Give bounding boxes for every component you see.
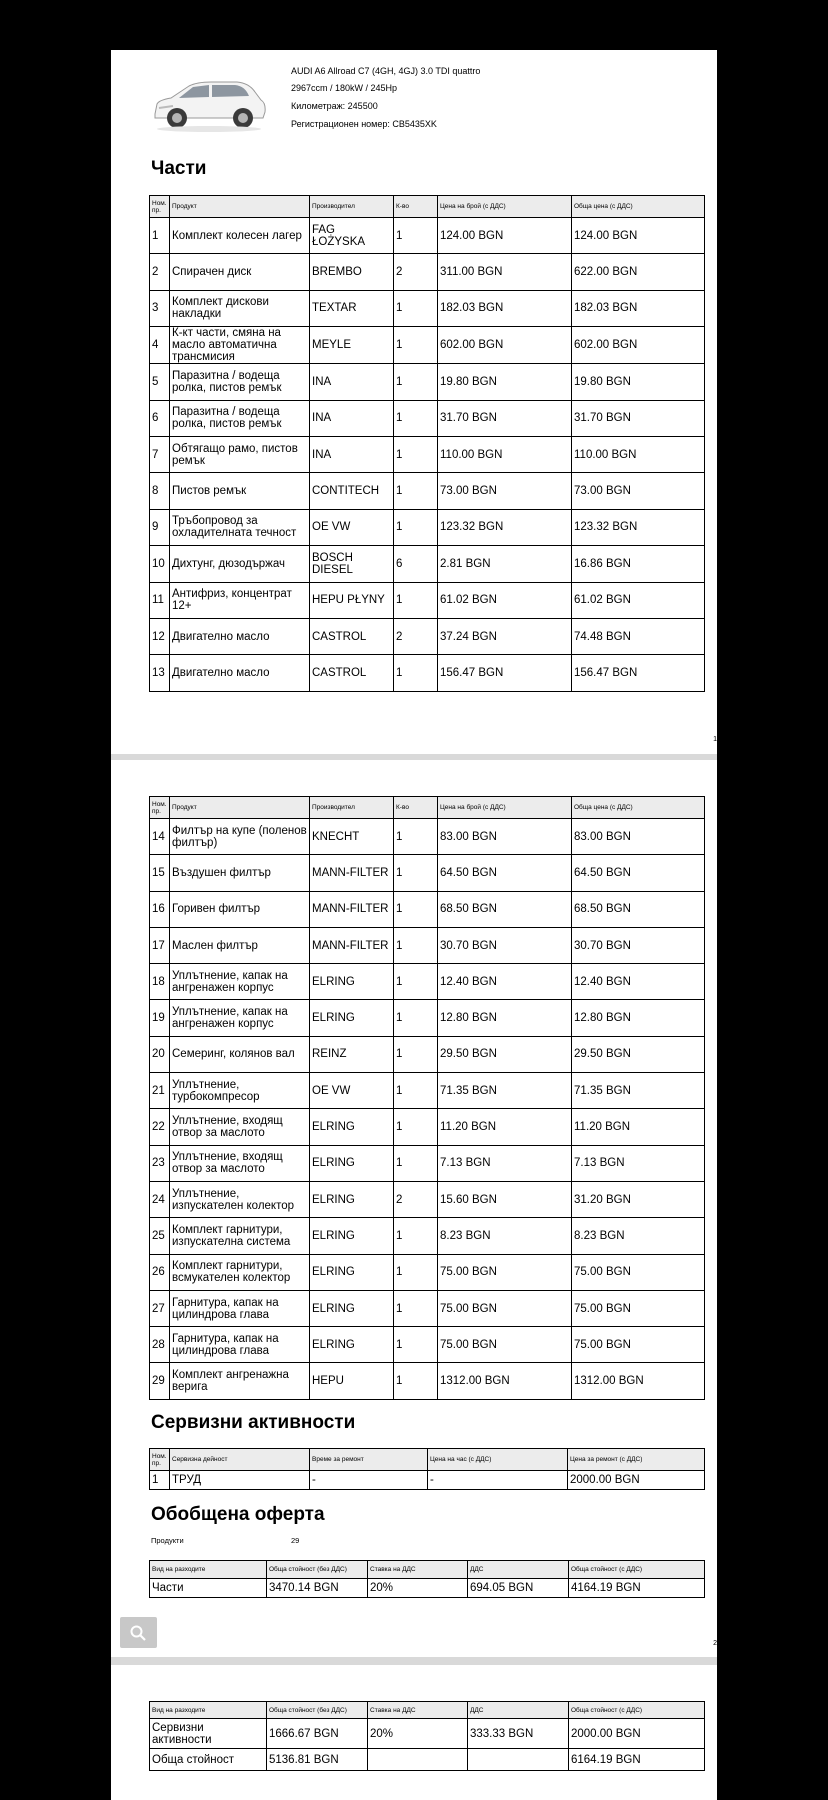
cell-qty: 1	[394, 400, 438, 436]
cell-n: 19	[150, 1000, 170, 1036]
table-row	[150, 891, 705, 927]
services-heading: Сервизни активности	[151, 1412, 356, 1433]
cell-product: Тръбопровод за охладителната течност	[170, 509, 310, 545]
cell-n: 14	[150, 819, 170, 855]
cell-product: Паразитна / водеща ролка, пистов ремък	[170, 364, 310, 400]
vehicle-mileage: Километраж: 245500	[291, 101, 378, 111]
cell-unit: 2.81 BGN	[438, 546, 572, 582]
cell-n: 21	[150, 1073, 170, 1109]
cell-product: Уплътнение, капак на ангренажен корпус	[170, 964, 310, 1000]
cell-total: 61.02 BGN	[572, 582, 705, 618]
cell-unit: 123.32 BGN	[438, 509, 572, 545]
col-header-total-price: Обща цена (с ДДС)	[572, 797, 705, 819]
cell-product: Антифриз, концентрат 12+	[170, 582, 310, 618]
cell-maker: CASTROL	[310, 655, 394, 691]
cell-unit: 12.80 BGN	[438, 1000, 572, 1036]
cell-total: 75.00 BGN	[572, 1327, 705, 1363]
col-header-number: Ном. пр.	[150, 1449, 170, 1471]
cell-n: 18	[150, 964, 170, 1000]
table-row	[150, 964, 705, 1000]
cell-unit: 75.00 BGN	[438, 1327, 572, 1363]
col-header-unit-price: Цена на брой (с ДДС)	[438, 196, 572, 218]
cell-qty: 1	[394, 655, 438, 691]
cell-maker: REINZ	[310, 1036, 394, 1072]
cell-qty: 2	[394, 618, 438, 654]
cell-rate	[368, 1749, 468, 1771]
cell-n: 15	[150, 855, 170, 891]
cell-unit: 11.20 BGN	[438, 1109, 572, 1145]
cell-qty: 1	[394, 891, 438, 927]
services-table	[149, 1448, 705, 1490]
cell-unit: 1312.00 BGN	[438, 1363, 572, 1399]
summary-table-continued	[149, 1701, 705, 1771]
cell-maker: HEPU PŁYNY	[310, 582, 394, 618]
document-page-2	[111, 760, 717, 1657]
cell-n: 8	[150, 473, 170, 509]
cell-total: 74.48 BGN	[572, 618, 705, 654]
table-row	[150, 1218, 705, 1254]
cell-qty: 1	[394, 1073, 438, 1109]
cell-gross: 4164.19 BGN	[569, 1579, 705, 1598]
cell-maker: ELRING	[310, 1218, 394, 1254]
cell-maker: MANN-FILTER	[310, 927, 394, 963]
cell-maker: BREMBO	[310, 254, 394, 290]
vehicle-engine: 2967ccm / 180kW / 245Hp	[291, 83, 398, 93]
cell-unit: 75.00 BGN	[438, 1290, 572, 1326]
cell-product: Уплътнение, изпускателен колектор	[170, 1181, 310, 1217]
cell-qty: 1	[394, 509, 438, 545]
cell-gross: 2000.00 BGN	[569, 1719, 705, 1749]
table-header-row	[150, 1561, 705, 1579]
cell-unit: 156.47 BGN	[438, 655, 572, 691]
cell-total: 75.00 BGN	[572, 1254, 705, 1290]
table-row	[150, 1719, 705, 1749]
document-page-1	[111, 50, 717, 754]
cell-qty: 1	[394, 1363, 438, 1399]
page-separator	[111, 1657, 717, 1665]
cell-total: 602.00 BGN	[572, 327, 705, 364]
cell-unit: 602.00 BGN	[438, 327, 572, 364]
cell-qty: 1	[394, 1000, 438, 1036]
cell-n: 29	[150, 1363, 170, 1399]
cell-product: Обтягащо рамо, пистов ремък	[170, 436, 310, 472]
cell-total: 123.32 BGN	[572, 509, 705, 545]
cell-unit: 29.50 BGN	[438, 1036, 572, 1072]
table-header-row	[150, 1702, 705, 1719]
cell-qty: 1	[394, 927, 438, 963]
table-row	[150, 1327, 705, 1363]
cell-n: 11	[150, 582, 170, 618]
col-header-manufacturer: Производител	[310, 797, 394, 819]
cell-n: 10	[150, 546, 170, 582]
cell-qty: 2	[394, 1181, 438, 1217]
cell-total: 11.20 BGN	[572, 1109, 705, 1145]
cell-maker: OE VW	[310, 509, 394, 545]
col-header-repair-time: Време за ремонт	[310, 1449, 428, 1471]
page-number: 2	[713, 1640, 717, 1647]
parts-heading: Части	[151, 158, 207, 179]
cell-maker: ELRING	[310, 1145, 394, 1181]
cell-n: 22	[150, 1109, 170, 1145]
cell-total: 73.00 BGN	[572, 473, 705, 509]
table-row	[150, 927, 705, 963]
table-row	[150, 618, 705, 654]
cell-unit: 311.00 BGN	[438, 254, 572, 290]
cell-total: 16.86 BGN	[572, 546, 705, 582]
cell-maker: TEXTAR	[310, 290, 394, 326]
cell-vat: 333.33 BGN	[468, 1719, 569, 1749]
cell-qty: 1	[394, 1218, 438, 1254]
col-header-quantity: К-во	[394, 797, 438, 819]
col-header-vat-rate: Ставка на ДДС	[368, 1702, 468, 1719]
table-row	[150, 546, 705, 582]
table-row	[150, 473, 705, 509]
table-row	[150, 1471, 705, 1490]
table-row	[150, 1109, 705, 1145]
cell-maker: MANN-FILTER	[310, 891, 394, 927]
cell-product: Пистов ремък	[170, 473, 310, 509]
col-header-hourly-rate: Цена на час (с ДДС)	[428, 1449, 568, 1471]
table-row	[150, 290, 705, 326]
cell-total: 68.50 BGN	[572, 891, 705, 927]
cell-n: 20	[150, 1036, 170, 1072]
cell-total: 8.23 BGN	[572, 1218, 705, 1254]
col-header-service: Сервизна дейност	[170, 1449, 310, 1471]
cell-n: 3	[150, 290, 170, 326]
cell-maker: MANN-FILTER	[310, 855, 394, 891]
cell-qty: 1	[394, 364, 438, 400]
cell-unit: 12.40 BGN	[438, 964, 572, 1000]
cell-unit: 31.70 BGN	[438, 400, 572, 436]
col-header-vat-rate: Ставка на ДДС	[368, 1561, 468, 1579]
cell-qty: 1	[394, 964, 438, 1000]
table-row	[150, 655, 705, 691]
cell-maker: ELRING	[310, 1000, 394, 1036]
cell-total: 182.03 BGN	[572, 290, 705, 326]
cell-n: 26	[150, 1254, 170, 1290]
table-row	[150, 1073, 705, 1109]
cell-product: Комплект ангренажна верига	[170, 1363, 310, 1399]
cell-type: Сервизни активности	[150, 1719, 267, 1749]
table-row	[150, 1145, 705, 1181]
cell-product: Уплътнение, входящ отвор за маслото	[170, 1145, 310, 1181]
col-header-cost-type: Вид на разходите	[150, 1561, 267, 1579]
cell-maker: MEYLE	[310, 327, 394, 364]
cell-n: 24	[150, 1181, 170, 1217]
cell-product: Филтър на купе (поленов филтър)	[170, 819, 310, 855]
cell-product: К-кт части, смяна на масло автоматична трансмисия	[170, 327, 310, 364]
cell-price: 2000.00 BGN	[568, 1471, 705, 1490]
table-row	[150, 1579, 705, 1598]
cell-total: 83.00 BGN	[572, 819, 705, 855]
cell-qty: 1	[394, 436, 438, 472]
col-header-net: Обща стойност (без ДДС)	[267, 1702, 368, 1719]
cell-total: 29.50 BGN	[572, 1036, 705, 1072]
cell-maker: HEPU	[310, 1363, 394, 1399]
col-header-vat: ДДС	[468, 1561, 569, 1579]
cell-product: Уплътнение, входящ отвор за маслото	[170, 1109, 310, 1145]
col-header-repair-price: Цена за ремонт (с ДДС)	[568, 1449, 705, 1471]
cell-n: 1	[150, 218, 170, 254]
cell-qty: 1	[394, 327, 438, 364]
cell-n: 2	[150, 254, 170, 290]
summary-heading: Обобщена оферта	[151, 1504, 325, 1525]
cell-n: 25	[150, 1218, 170, 1254]
summary-products-label: Продукти	[151, 1536, 184, 1545]
col-header-product: Продукт	[170, 196, 310, 218]
cell-maker: OE VW	[310, 1073, 394, 1109]
cell-n: 4	[150, 327, 170, 364]
cell-maker: ELRING	[310, 1109, 394, 1145]
cell-product: Спирачен диск	[170, 254, 310, 290]
vehicle-registration: Регистрационен номер: CB5435XK	[291, 119, 437, 129]
cell-name: ТРУД	[170, 1471, 310, 1490]
cell-n: 27	[150, 1290, 170, 1326]
cell-product: Двигателно масло	[170, 618, 310, 654]
cell-n: 7	[150, 436, 170, 472]
cell-unit: 71.35 BGN	[438, 1073, 572, 1109]
cell-maker: ELRING	[310, 1327, 394, 1363]
table-row	[150, 1036, 705, 1072]
cell-unit: 61.02 BGN	[438, 582, 572, 618]
cell-product: Маслен филтър	[170, 927, 310, 963]
cell-product: Въздушен филтър	[170, 855, 310, 891]
cell-n: 6	[150, 400, 170, 436]
cell-product: Комплект гарнитури, изпускателна система	[170, 1218, 310, 1254]
cell-total: 156.47 BGN	[572, 655, 705, 691]
cell-n: 16	[150, 891, 170, 927]
cell-total: 622.00 BGN	[572, 254, 705, 290]
cell-unit: 19.80 BGN	[438, 364, 572, 400]
cell-total: 19.80 BGN	[572, 364, 705, 400]
cell-unit: 83.00 BGN	[438, 819, 572, 855]
table-header-row	[150, 196, 705, 218]
table-row	[150, 582, 705, 618]
cell-net: 3470.14 BGN	[267, 1579, 368, 1598]
cell-net: 1666.67 BGN	[267, 1719, 368, 1749]
cell-product: Уплътнение, турбокомпресор	[170, 1073, 310, 1109]
table-header-row	[150, 797, 705, 819]
cell-qty: 2	[394, 254, 438, 290]
table-header-row	[150, 1449, 705, 1471]
cell-maker: KNECHT	[310, 819, 394, 855]
cell-type: Обща стойност	[150, 1749, 267, 1771]
cell-qty: 1	[394, 473, 438, 509]
parts-table-continued	[149, 796, 705, 1400]
cell-qty: 1	[394, 218, 438, 254]
summary-products-count: 29	[291, 1536, 300, 1545]
table-row	[150, 1181, 705, 1217]
cell-gross: 6164.19 BGN	[569, 1749, 705, 1771]
cell-unit: 7.13 BGN	[438, 1145, 572, 1181]
table-row	[150, 1749, 705, 1771]
table-row	[150, 855, 705, 891]
col-header-vat: ДДС	[468, 1702, 569, 1719]
table-row	[150, 1254, 705, 1290]
cell-maker: BOSCH DIESEL	[310, 546, 394, 582]
cell-qty: 1	[394, 1327, 438, 1363]
cell-product: Комплект дискови накладки	[170, 290, 310, 326]
document-page-3	[111, 1665, 717, 1800]
cell-n: 9	[150, 509, 170, 545]
cell-qty: 1	[394, 1109, 438, 1145]
cell-unit: 64.50 BGN	[438, 855, 572, 891]
cell-total: 31.70 BGN	[572, 400, 705, 436]
cell-product: Паразитна / водеща ролка, пистов ремък	[170, 400, 310, 436]
cell-maker: ELRING	[310, 1254, 394, 1290]
cell-qty: 1	[394, 855, 438, 891]
cell-product: Комплект колесен лагер	[170, 218, 310, 254]
magnifier-icon	[129, 1624, 147, 1642]
cell-maker: INA	[310, 400, 394, 436]
cell-qty: 1	[394, 1290, 438, 1326]
table-row	[150, 364, 705, 400]
cell-product: Семеринг, колянов вал	[170, 1036, 310, 1072]
cell-vat	[468, 1749, 569, 1771]
summary-table	[149, 1560, 705, 1598]
cell-net: 5136.81 BGN	[267, 1749, 368, 1771]
table-row	[150, 218, 705, 254]
page-number: 1	[713, 736, 717, 743]
cell-qty: 1	[394, 819, 438, 855]
table-row	[150, 1290, 705, 1326]
cell-unit: 75.00 BGN	[438, 1254, 572, 1290]
cell-unit: 15.60 BGN	[438, 1181, 572, 1217]
cell-unit: 182.03 BGN	[438, 290, 572, 326]
cell-maker: INA	[310, 436, 394, 472]
col-header-net: Обща стойност (без ДДС)	[267, 1561, 368, 1579]
cell-qty: 6	[394, 546, 438, 582]
cell-product: Гарнитура, капак на цилиндрова глава	[170, 1327, 310, 1363]
cell-n: 13	[150, 655, 170, 691]
cell-total: 12.80 BGN	[572, 1000, 705, 1036]
cell-maker: CONTITECH	[310, 473, 394, 509]
cell-total: 64.50 BGN	[572, 855, 705, 891]
cell-total: 124.00 BGN	[572, 218, 705, 254]
cell-maker: ELRING	[310, 1181, 394, 1217]
cell-n: 12	[150, 618, 170, 654]
vehicle-model: AUDI A6 Allroad C7 (4GH, 4GJ) 3.0 TDI quattro	[291, 66, 481, 76]
cell-unit: 124.00 BGN	[438, 218, 572, 254]
cell-maker: CASTROL	[310, 618, 394, 654]
cell-unit: 110.00 BGN	[438, 436, 572, 472]
col-header-quantity: К-во	[394, 196, 438, 218]
cell-unit: 68.50 BGN	[438, 891, 572, 927]
cell-total: 12.40 BGN	[572, 964, 705, 1000]
col-header-cost-type: Вид на разходите	[150, 1702, 267, 1719]
cell-total: 110.00 BGN	[572, 436, 705, 472]
table-row	[150, 254, 705, 290]
cell-maker: ELRING	[310, 964, 394, 1000]
cell-product: Горивен филтър	[170, 891, 310, 927]
cell-n: 28	[150, 1327, 170, 1363]
cell-product: Дихтунг, дюзодържач	[170, 546, 310, 582]
cell-maker: FAG ŁOŻYSKA	[310, 218, 394, 254]
cell-total: 31.20 BGN	[572, 1181, 705, 1217]
cell-qty: 1	[394, 290, 438, 326]
col-header-gross: Обща стойност (с ДДС)	[569, 1561, 705, 1579]
table-row	[150, 1000, 705, 1036]
col-header-unit-price: Цена на брой (с ДДС)	[438, 797, 572, 819]
col-header-total-price: Обща цена (с ДДС)	[572, 196, 705, 218]
cell-unit: 30.70 BGN	[438, 927, 572, 963]
table-row	[150, 819, 705, 855]
cell-total: 1312.00 BGN	[572, 1363, 705, 1399]
cell-unit: 37.24 BGN	[438, 618, 572, 654]
cell-total: 75.00 BGN	[572, 1290, 705, 1326]
table-row	[150, 327, 705, 364]
cell-vat: 694.05 BGN	[468, 1579, 569, 1598]
cell-product: Двигателно масло	[170, 655, 310, 691]
cell-type: Части	[150, 1579, 267, 1598]
cell-qty: 1	[394, 1145, 438, 1181]
cell-rate: 20%	[368, 1719, 468, 1749]
cell-n: 23	[150, 1145, 170, 1181]
cell-qty: 1	[394, 1254, 438, 1290]
cell-rate: -	[428, 1471, 568, 1490]
col-header-number: Ном. пр.	[150, 196, 170, 218]
cell-total: 7.13 BGN	[572, 1145, 705, 1181]
cell-maker: INA	[310, 364, 394, 400]
zoom-button[interactable]	[120, 1617, 157, 1648]
car-image	[149, 70, 269, 134]
cell-product: Гарнитура, капак на цилиндрова глава	[170, 1290, 310, 1326]
table-row	[150, 1363, 705, 1399]
cell-n: 17	[150, 927, 170, 963]
table-row	[150, 509, 705, 545]
cell-total: 30.70 BGN	[572, 927, 705, 963]
cell-qty: 1	[394, 582, 438, 618]
col-header-number: Ном. пр.	[150, 797, 170, 819]
table-row	[150, 400, 705, 436]
cell-n: 1	[150, 1471, 170, 1490]
col-header-gross: Обща стойност (с ДДС)	[569, 1702, 705, 1719]
cell-qty: 1	[394, 1036, 438, 1072]
cell-product: Комплект гарнитури, всмукателен колектор	[170, 1254, 310, 1290]
cell-n: 5	[150, 364, 170, 400]
col-header-product: Продукт	[170, 797, 310, 819]
cell-unit: 8.23 BGN	[438, 1218, 572, 1254]
cell-total: 71.35 BGN	[572, 1073, 705, 1109]
cell-product: Уплътнение, капак на ангренажен корпус	[170, 1000, 310, 1036]
table-row	[150, 436, 705, 472]
cell-maker: ELRING	[310, 1290, 394, 1326]
parts-table	[149, 195, 705, 692]
cell-rate: 20%	[368, 1579, 468, 1598]
cell-time: -	[310, 1471, 428, 1490]
col-header-manufacturer: Производител	[310, 196, 394, 218]
cell-unit: 73.00 BGN	[438, 473, 572, 509]
